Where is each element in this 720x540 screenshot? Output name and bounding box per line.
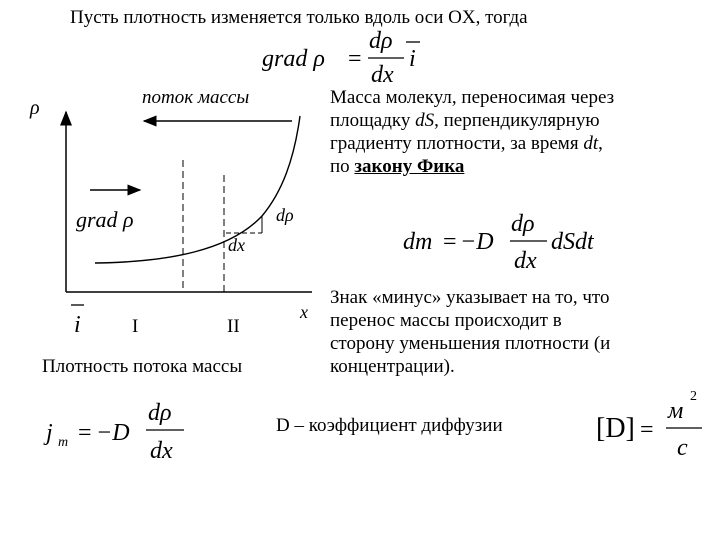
fick-formula-den: dx: [514, 248, 537, 274]
sign-line-4: концентрации).: [330, 356, 455, 377]
fick-formula-lhs: dm: [403, 229, 433, 255]
jm-formula-den: dx: [150, 438, 173, 464]
grad-formula-num: dρ: [369, 28, 393, 54]
jm-formula-eq: =: [78, 420, 92, 446]
flux-label: поток массы: [142, 87, 250, 108]
fick-line-2: площадку dS, перпендикулярную: [330, 110, 600, 131]
fick-formula: [403, 211, 595, 274]
sign-explanation: [330, 286, 710, 378]
jm-formula-lhs: j: [46, 420, 53, 446]
flux-density-formula: [43, 400, 184, 464]
rho-axis-label: ρ: [30, 97, 40, 119]
fick-formula-minus-d: −D: [460, 229, 494, 255]
units-formula-num: м: [668, 398, 684, 424]
fick-formula-num: dρ: [511, 211, 535, 237]
units-formula: [596, 389, 702, 461]
fick-law-link[interactable]: закону Фика: [354, 156, 465, 177]
grad-label: grad ρ: [76, 207, 134, 232]
grad-formula-den: dx: [371, 62, 394, 88]
slide-title: Пусть плотность изменяется только вдоль оси OX, тогда: [70, 7, 528, 28]
units-formula-den: c: [677, 435, 688, 461]
region-1-label: I: [132, 316, 139, 337]
fick-explanation: [330, 86, 710, 178]
units-formula-eq: =: [640, 417, 654, 443]
x-axis-label: x: [300, 302, 308, 322]
diffusion-label: D – коэффициент диффузии: [276, 415, 503, 436]
sign-line-2: перенос массы происходит в: [330, 310, 562, 331]
fick-formula-eq: =: [443, 229, 457, 255]
unit-vector-label: i: [74, 312, 81, 338]
grad-formula-eq: =: [348, 46, 362, 72]
jm-formula-sub: m: [58, 435, 69, 450]
jm-formula-num: dρ: [148, 400, 172, 426]
fick-line-4: по закону Фика: [330, 156, 465, 177]
region-2-label: II: [227, 316, 240, 337]
sign-line-3: сторону уменьшения плотности (и: [330, 333, 611, 354]
sign-line-1: Знак «минус» указывает на то, что: [330, 287, 610, 308]
jm-formula-minus-d: −D: [96, 420, 130, 446]
units-formula-lhs: [D]: [596, 413, 635, 444]
fick-line-3: градиенту плотности, за время dt,: [330, 133, 603, 154]
grad-formula-lhs: grad ρ: [262, 46, 325, 72]
density-diagram: [29, 87, 312, 377]
fick-line-1: Масса молекул, переносимая через: [330, 87, 615, 108]
units-formula-num-sup: 2: [690, 389, 697, 404]
grad-formula: [262, 28, 420, 88]
density-flux-caption: Плотность потока массы: [42, 356, 243, 377]
drho-label: dρ: [276, 205, 294, 225]
grad-formula-vec: i: [409, 46, 416, 72]
dx-label: dx: [228, 235, 245, 255]
fick-formula-tail: dSdt: [551, 229, 594, 255]
